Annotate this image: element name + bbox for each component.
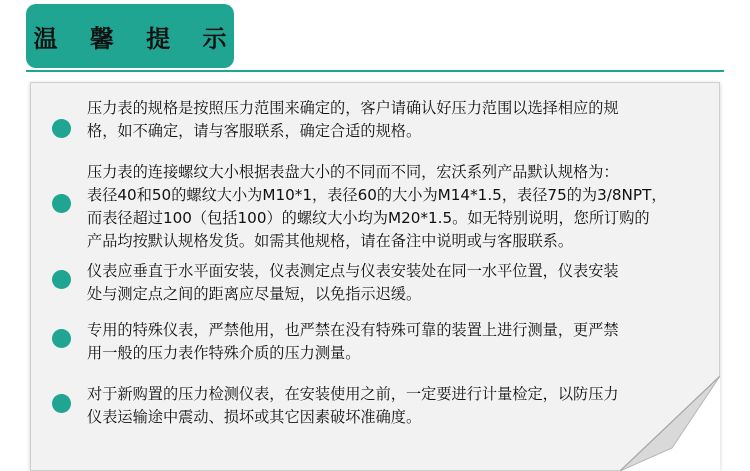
page-title: 温 馨 提 示	[33, 24, 239, 53]
bullet-dot-icon	[52, 394, 71, 413]
bullet-dot-icon	[52, 270, 71, 289]
notice-panel	[30, 82, 720, 471]
notice-text: 压力表的规格是按照压力范围来确定的，客户请确认好压力范围以选择相应的规 格，如不确定，请与客服联系，确定合适的规格。	[87, 99, 619, 140]
title-banner	[26, 4, 239, 68]
bullet-dot-icon	[52, 194, 71, 213]
notice-text: 压力表的连接螺纹大小根据表盘大小的不同而不同，宏沃系列产品默认规格为： 表径40和50的螺纹大小为M10*1，表径60的大小为M14*1.5，表径75的为3/8NPT， 而表径超过100（包括100）的螺纹大小均为M20*1.5。如无特别说明，您所订购的 产品均按默认规格发货。如需其他规格，请在备注中说明或与客服联系。	[87, 163, 667, 250]
page-curl-icon	[620, 376, 720, 471]
notice-text: 专用的特殊仪表，严禁他用，也严禁在没有特殊可靠的装置上进行测量，更严禁 用一般的压力表作特殊介质的压力测量。	[87, 321, 619, 362]
notice-text: 对于新购置的压力检测仪表，在安装使用之前，一定要进行计量检定，以防压力 仪表运输途中震动、损坏或其它因素破坏准确度。	[87, 385, 619, 426]
title-divider	[26, 70, 724, 72]
bullet-dot-icon	[52, 119, 71, 138]
notice-text: 仪表应垂直于水平面安装，仪表测定点与仪表安装处在同一水平位置，仪表安装 处与测定点之间的距离应尽量短，以免指示迟缓。	[87, 262, 619, 303]
bullet-dot-icon	[52, 329, 71, 348]
